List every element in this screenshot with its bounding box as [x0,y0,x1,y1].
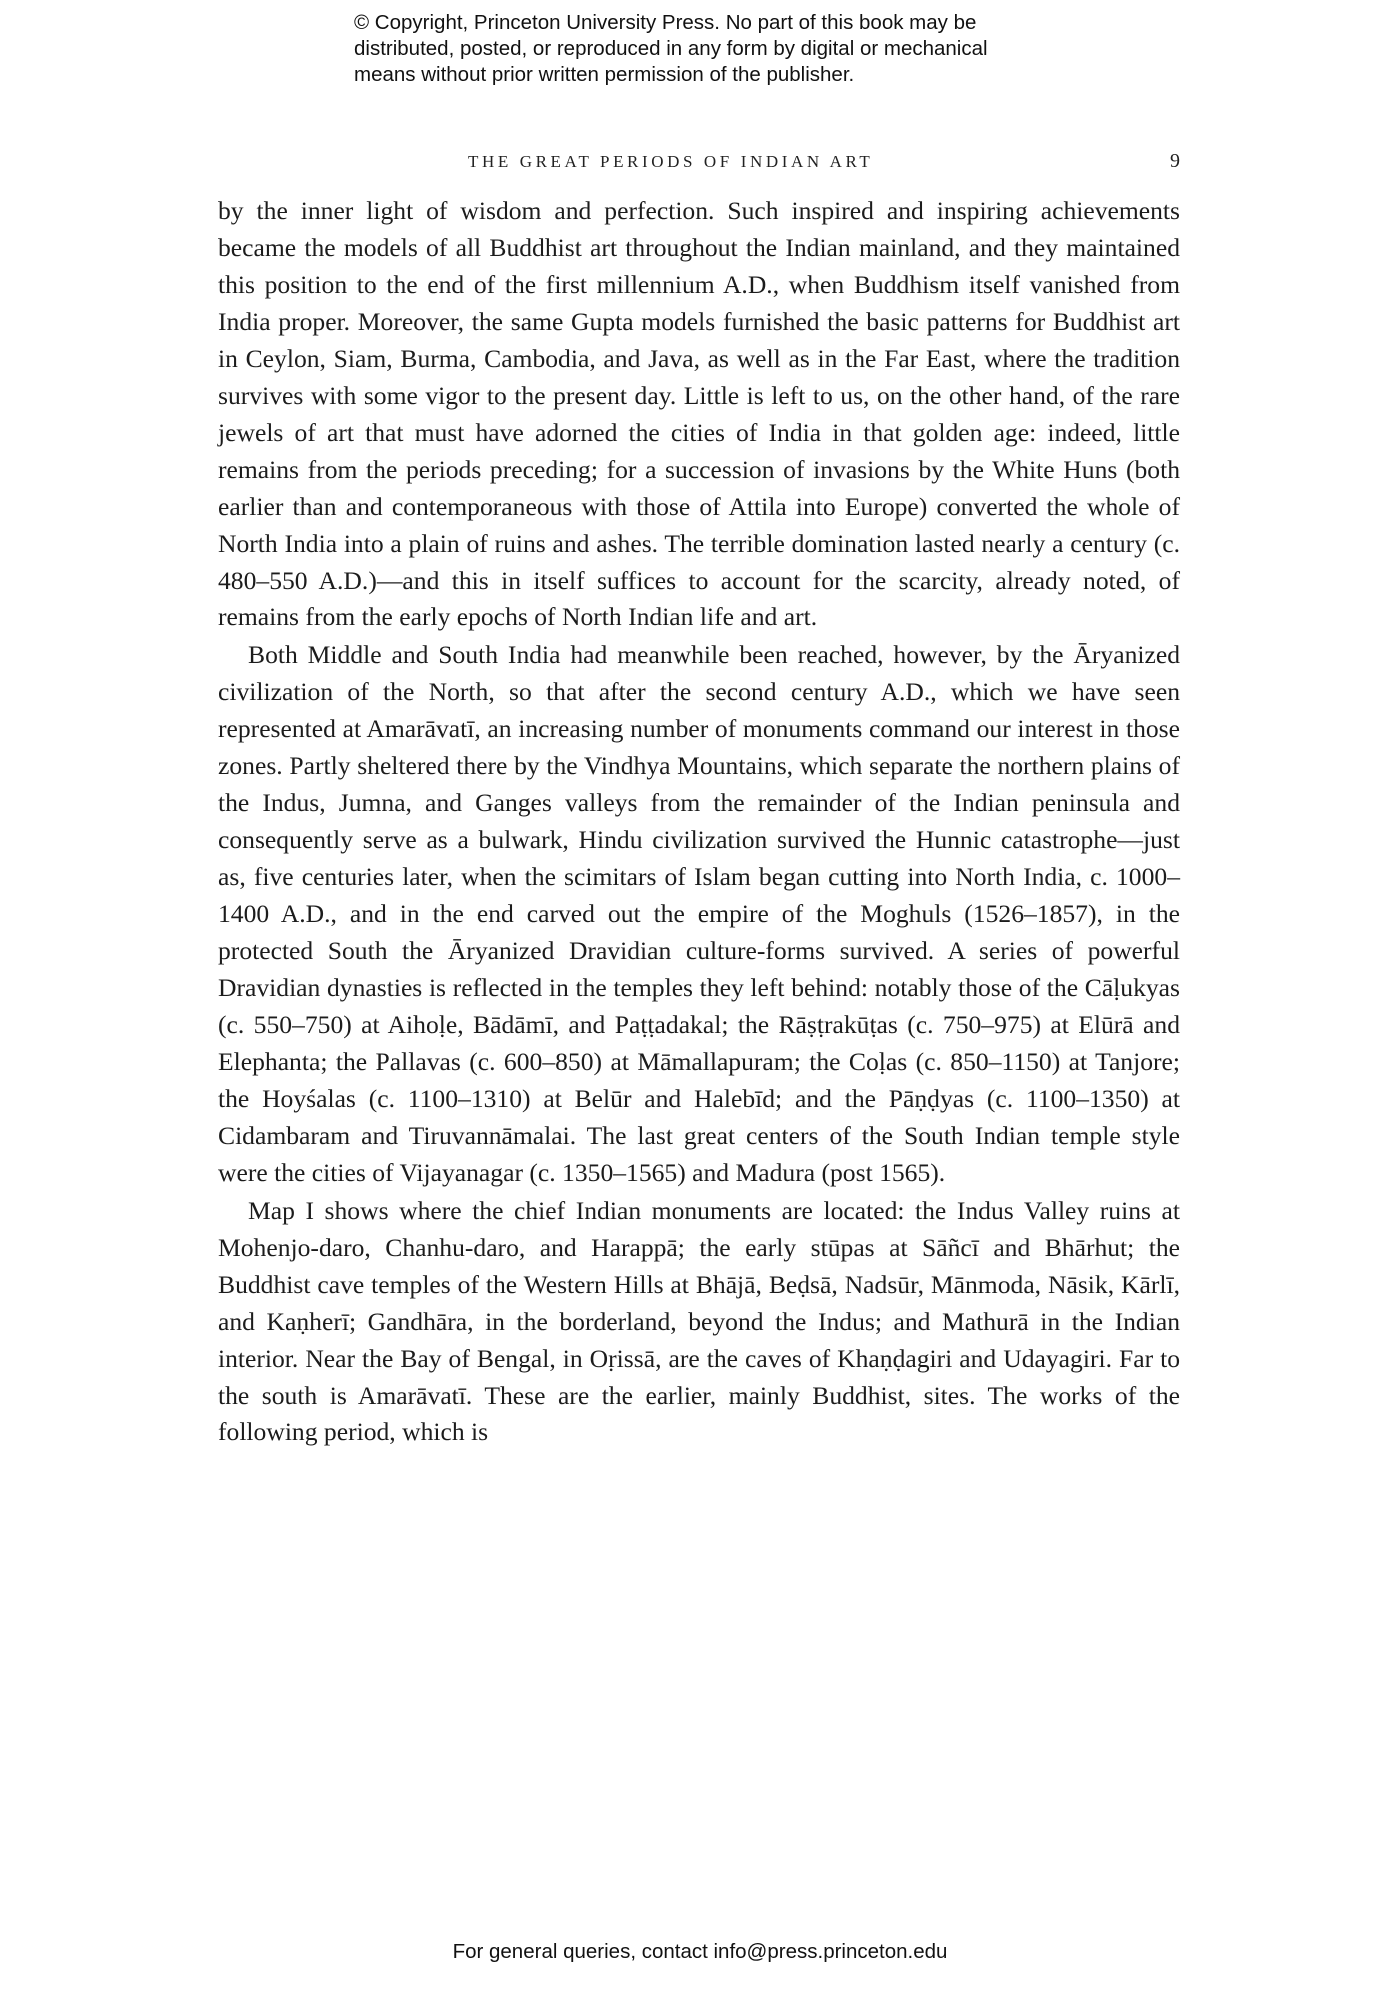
paragraph-3: Map I shows where the chief Indian monuments are located: the Indus Valley ruins at Mohenjo-daro, Chanhu-daro, and Harappā; the early stūpas at Sāñcī and Bhārhut; the Buddhist cave temples of the Western Hills at Bhājā, Beḍsā, Nadsūr, Mānmoda, Nāsik, Kārlī, and Kaṇherī; Gandhāra, in the borderland, beyond the Indus; and Mathurā in the Indian interior. Near the Bay of Bengal, in Oṛissā, are the caves of Khaṇḍagiri and Udayagiri. Far to the south is Amarāvatī. These are the earlier, mainly Buddhist, sites. The works of the following period, which is [218,1195,1180,1447]
copyright-line-3: means without prior written permission of the publisher. [354,63,855,86]
running-title: THE GREAT PERIODS OF INDIAN ART [468,152,874,171]
copyright-line-2: distributed, posted, or reproduced in any form by digital or mechanical [354,37,988,60]
body-text [218,193,1180,1451]
footer-contact: For general queries, contact info@press.princeton.edu [452,1940,948,1963]
copyright-notice [354,10,1114,88]
paragraph-1: by the inner light of wisdom and perfection. Such inspired and inspiring achievements became the models of all Buddhist art throughout the Indian mainland, and they maintained this position to the end of the first millennium A.D., when Buddhism itself vanished from India proper. Moreover, the same Gupta models furnished the basic patterns for Buddhist art in Ceylon, Siam, Burma, Cambodia, and Java, as well as in the Far East, where the tradition survives with some vigor to the present day. Little is left to us, on the other hand, of the rare jewels of art that must have adorned the cities of India in that golden age: indeed, little remains from the periods preceding; for a succession of invasions by the White Huns (both earlier than and contemporaneous with those of Attila into Europe) converted the whole of North India into a plain of ruins and ashes. The terrible domination lasted nearly a century (c. 480–550 A.D.)—and this in itself suffices to account for the scarcity, already noted, of remains from the early epochs of North Indian life and art. [218,196,1180,632]
running-head [218,150,1180,180]
page-number: 9 [1170,150,1180,172]
copyright-line-1: © Copyright, Princeton University Press. No part of this book may be [354,11,977,34]
paragraph-2: Both Middle and South India had meanwhile been reached, however, by the Āryanized civilization of the North, so that after the second century A.D., which we have seen represented at Amarāvatī, an increasing number of monuments command our interest in those zones. Partly sheltered there by the Vindhya Mountains, which separate the northern plains of the Indus, Jumna, and Ganges valleys from the remainder of the Indian peninsula and consequently serve as a bulwark, Hindu civilization survived the Hunnic catastrophe—just as, five centuries later, when the scimitars of Islam began cutting into North India, c. 1000–1400 A.D., and in the end carved out the empire of the Moghuls (1526–1857), in the protected South the Āryanized Dravidian culture-forms survived. A series of powerful Dravidian dynasties is reflected in the temples they left behind: notably those of the Cāḷukyas (c. 550–750) at Aihoḷe, Bādāmī, and Paṭṭadakal; the Rāṣṭrakūṭas (c. 750–975) at Elūrā and Elephanta; the Pallavas (c. 600–850) at Māmallapuram; the Coḷas (c. 850–1150) at Tanjore; the Hoyśalas (c. 1100–1310) at Belūr and Halebīd; and the Pāṇḍyas (c. 1100–1350) at Cidambaram and Tiruvannāmalai. The last great centers of the South Indian temple style were the cities of Vijayanagar (c. 1350–1565) and Madura (post 1565). [218,640,1180,1187]
